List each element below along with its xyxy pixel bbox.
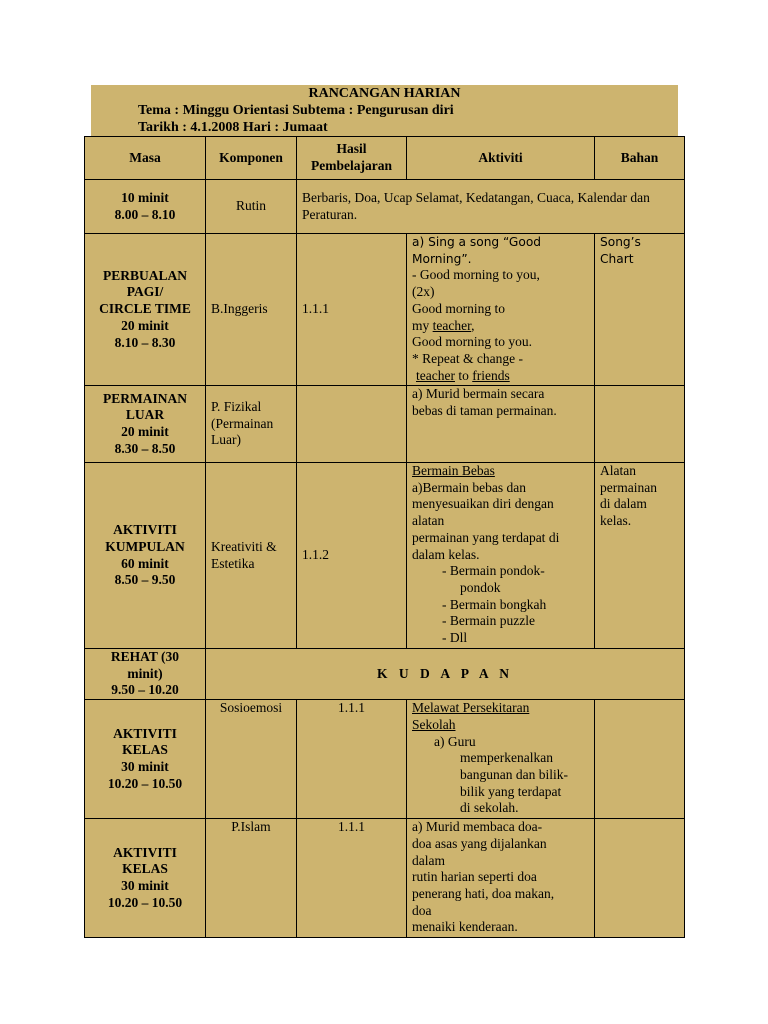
masa-cell: AKTIVITI KELAS 30 minit 10.20 – 10.50 xyxy=(85,700,206,819)
document-title: RANCANGAN HARIAN xyxy=(308,86,461,101)
table-header-row xyxy=(85,137,685,180)
theme-line: Tema : Minggu Orientasi Subtema : Pengurusan diri xyxy=(138,103,454,118)
col-header-hasil: Hasil Pembelajaran xyxy=(297,137,407,180)
hasil-cell: 1.1.2 xyxy=(297,463,407,649)
masa-cell: PERMAINAN LUAR 20 minit 8.30 – 8.50 xyxy=(85,386,206,463)
table-row xyxy=(85,234,685,386)
masa-cell: PERBUALAN PAGI/ CIRCLE TIME 20 minit 8.10 – 8.30 xyxy=(85,234,206,386)
col-header-aktiviti: Aktiviti xyxy=(407,137,595,180)
hasil-cell: 1.1.1 xyxy=(297,819,407,938)
aktiviti-cell: Bermain Bebas a)Bermain bebas dan menyesuaikan diri dengan alatan permainan yang terdapat di dalam kelas. - Bermain pondok- pondok - Bermain bongkah - Bermain puzzle - Dll xyxy=(407,463,595,649)
table-row xyxy=(85,700,685,819)
komponen-cell: P.Islam xyxy=(206,819,297,938)
col-header-komponen: Komponen xyxy=(206,137,297,180)
bahan-cell xyxy=(595,386,685,463)
plan-header xyxy=(91,85,678,137)
col-header-bahan: Bahan xyxy=(595,137,685,180)
komponen-cell: P. Fizikal (Permainan Luar) xyxy=(206,386,297,463)
table-row xyxy=(85,386,685,463)
col-header-masa: Masa xyxy=(85,137,206,180)
table-row xyxy=(85,819,685,938)
komponen-cell: B.Inggeris xyxy=(206,234,297,386)
table-row xyxy=(85,180,685,234)
masa-cell: AKTIVITI KELAS 30 minit 10.20 – 10.50 xyxy=(85,819,206,938)
komponen-cell: Kreativiti & Estetika xyxy=(206,463,297,649)
aktiviti-cell: a) Murid membaca doa- doa asas yang dijalankan dalam rutin harian seperti doa penerang hati, doa makan, doa menaiki kenderaan. xyxy=(407,819,595,938)
bahan-cell: Alatan permainan di dalam kelas. xyxy=(595,463,685,649)
bahan-cell xyxy=(595,700,685,819)
date-line: Tarikh : 4.1.2008 Hari : Jumaat xyxy=(138,120,328,135)
aktiviti-cell: Berbaris, Doa, Ucap Selamat, Kedatangan, Cuaca, Kalendar dan Peraturan. xyxy=(297,180,685,234)
hasil-cell xyxy=(297,386,407,463)
komponen-cell: Sosioemosi xyxy=(206,700,297,819)
masa-cell: AKTIVITI KUMPULAN 60 minit 8.50 – 9.50 xyxy=(85,463,206,649)
table-row xyxy=(85,463,685,649)
masa-cell: REHAT (30 minit) 9.50 – 10.20 xyxy=(85,649,206,700)
daily-plan-table xyxy=(84,136,685,938)
bahan-cell: Song’s Chart xyxy=(595,234,685,386)
table-row xyxy=(85,649,685,700)
aktiviti-cell: Melawat Persekitaran Sekolah a) Guru memperkenalkan bangunan dan bilik- bilik yang terdapat di sekolah. xyxy=(407,700,595,819)
hasil-cell: 1.1.1 xyxy=(297,700,407,819)
kudapan-cell: K U D A P A N xyxy=(206,649,685,700)
aktiviti-cell: a) Murid bermain secara bebas di taman permainan. xyxy=(407,386,595,463)
aktiviti-cell: a) Sing a song “Good Morning”. - Good morning to you, (2x) Good morning to my teacher, Good morning to you. * Repeat & change - teacher to friends xyxy=(407,234,595,386)
bahan-cell xyxy=(595,819,685,938)
hasil-cell: 1.1.1 xyxy=(297,234,407,386)
komponen-cell: Rutin xyxy=(206,180,297,234)
masa-cell: 10 minit 8.00 – 8.10 xyxy=(85,180,206,234)
